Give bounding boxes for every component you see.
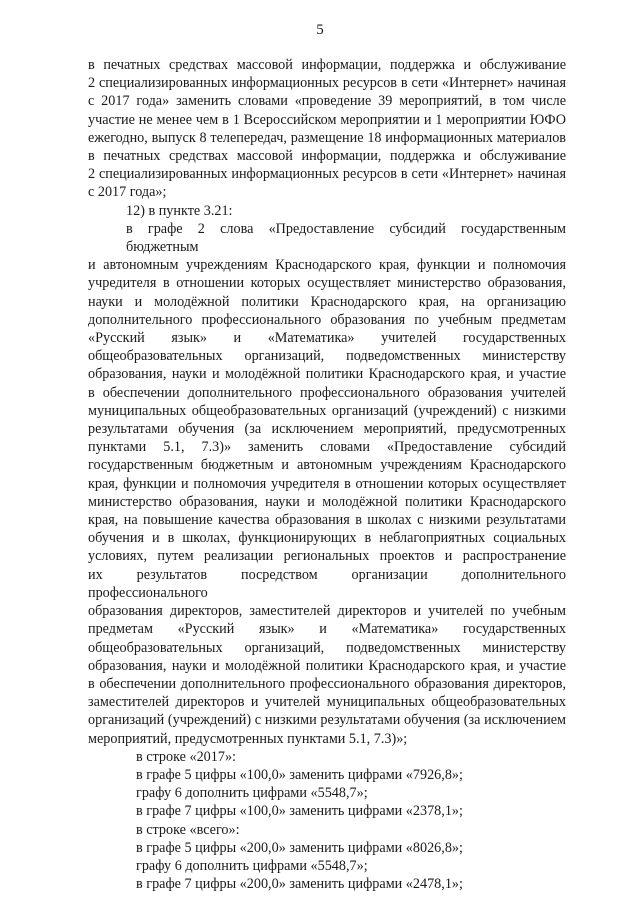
text-line: в строке «всего»: [136, 821, 240, 838]
document-body [88, 56, 566, 893]
text-line: в графе 5 цифры «100,0» заменить цифрами «7926,8»; [136, 766, 463, 783]
text-line: в печатных средствах массовой информации, поддержка и обслуживание [88, 57, 566, 73]
text-line: в графе 7 цифры «100,0» заменить цифрами «2378,1»; [136, 803, 463, 820]
text-line: образования, науки и молодёжной политики Краснодарского края, и участие [88, 366, 566, 383]
text-line: в строке «2017»: [136, 748, 236, 765]
text-line: условиях, путем реализации региональных проектов и распространение [88, 548, 566, 565]
text-line: организаций (учреждений) с низкими результатами обучения (за исключением [88, 712, 566, 729]
text-line: их результатов посредством организации дополнительного профессионального [88, 566, 566, 601]
text-line: края, функции и полномочия учредителя в отношении которых осуществляет [88, 475, 566, 492]
text-line: министерство образования, науки и молодёжной политики Краснодарского [88, 493, 566, 510]
page-number: 5 [316, 22, 324, 38]
text-line: края, на повышение качества образования в школах с низкими результатами [88, 512, 566, 529]
text-line: науки и молодёжной политики Краснодарского края, на организацию [88, 293, 566, 310]
text-line: результатами обучения (за исключением мероприятий, предусмотренных [88, 421, 566, 438]
text-line: в печатных средствах массовой информации, поддержка и обслуживание [88, 148, 566, 165]
text-line: ежегодно, выпуск 8 телепередач, размещение 18 информационных материалов [88, 129, 566, 146]
text-line: 2 специализированных информационных ресурсов в сети «Интернет» начиная [88, 166, 566, 183]
text-line: предметам «Русский язык» и «Математика» государственных [88, 621, 566, 638]
text-line: пунктами 5.1, 7.3)» заменить словами «Предоставление субсидий [88, 439, 566, 456]
text-line: в графе 7 цифры «200,0» заменить цифрами «2478,1»; [136, 876, 463, 893]
text-line: дополнительного профессионального образования по учебным предметам [88, 311, 566, 328]
text-line: 2 специализированных информационных ресурсов в сети «Интернет» начиная [88, 75, 566, 92]
text-line: в обеспечении дополнительного профессионального образования учителей [88, 384, 566, 401]
text-line: участие не менее чем в 1 Всероссийском мероприятии и 1 мероприятии ЮФО [88, 111, 566, 128]
text-line: графу 6 дополнить цифрами «5548,7»; [136, 857, 368, 874]
text-line: с 2017 года»; [88, 184, 167, 201]
text-line: в обеспечении дополнительного профессионального образования директоров, [88, 675, 566, 692]
text-line: с 2017 года» заменить словами «проведение 39 мероприятий, в том числе [88, 93, 566, 110]
text-line: «Русский язык» и «Математика» учителей государственных [88, 330, 566, 347]
text-line: общеобразовательных организаций, подведомственных министерству [88, 348, 566, 365]
text-line: и автономным учреждениям Краснодарского края, функции и полномочия [88, 257, 566, 274]
text-line: учредителя в отношении которых осуществляет министерство образования, [88, 275, 566, 292]
text-line: графу 6 дополнить цифрами «5548,7»; [136, 785, 368, 802]
text-line: 12) в пункте 3.21: [126, 202, 233, 219]
text-line: в графе 5 цифры «200,0» заменить цифрами «8026,8»; [136, 839, 463, 856]
text-line: в графе 2 слова «Предоставление субсидий государственным бюджетным [126, 220, 566, 256]
text-line: мероприятий, предусмотренных пунктами 5.1, 7.3)»; [88, 730, 408, 747]
text-line: государственным бюджетным и автономным учреждениям Краснодарского [88, 457, 566, 474]
text-line: образования директоров, заместителей директоров и учителей по учебным [88, 603, 566, 620]
text-line: обучения и в школах, функционирующих в неблагоприятных социальных [88, 530, 566, 547]
text-line: заместителей директоров и учителей муниципальных общеобразовательных [88, 694, 566, 711]
text-line: общеобразовательных организаций, подведомственных министерству [88, 639, 566, 656]
text-line: муниципальных общеобразовательных организаций (учреждений) с низкими [88, 402, 566, 419]
text-line: образования, науки и молодёжной политики Краснодарского края, и участие [88, 657, 566, 674]
